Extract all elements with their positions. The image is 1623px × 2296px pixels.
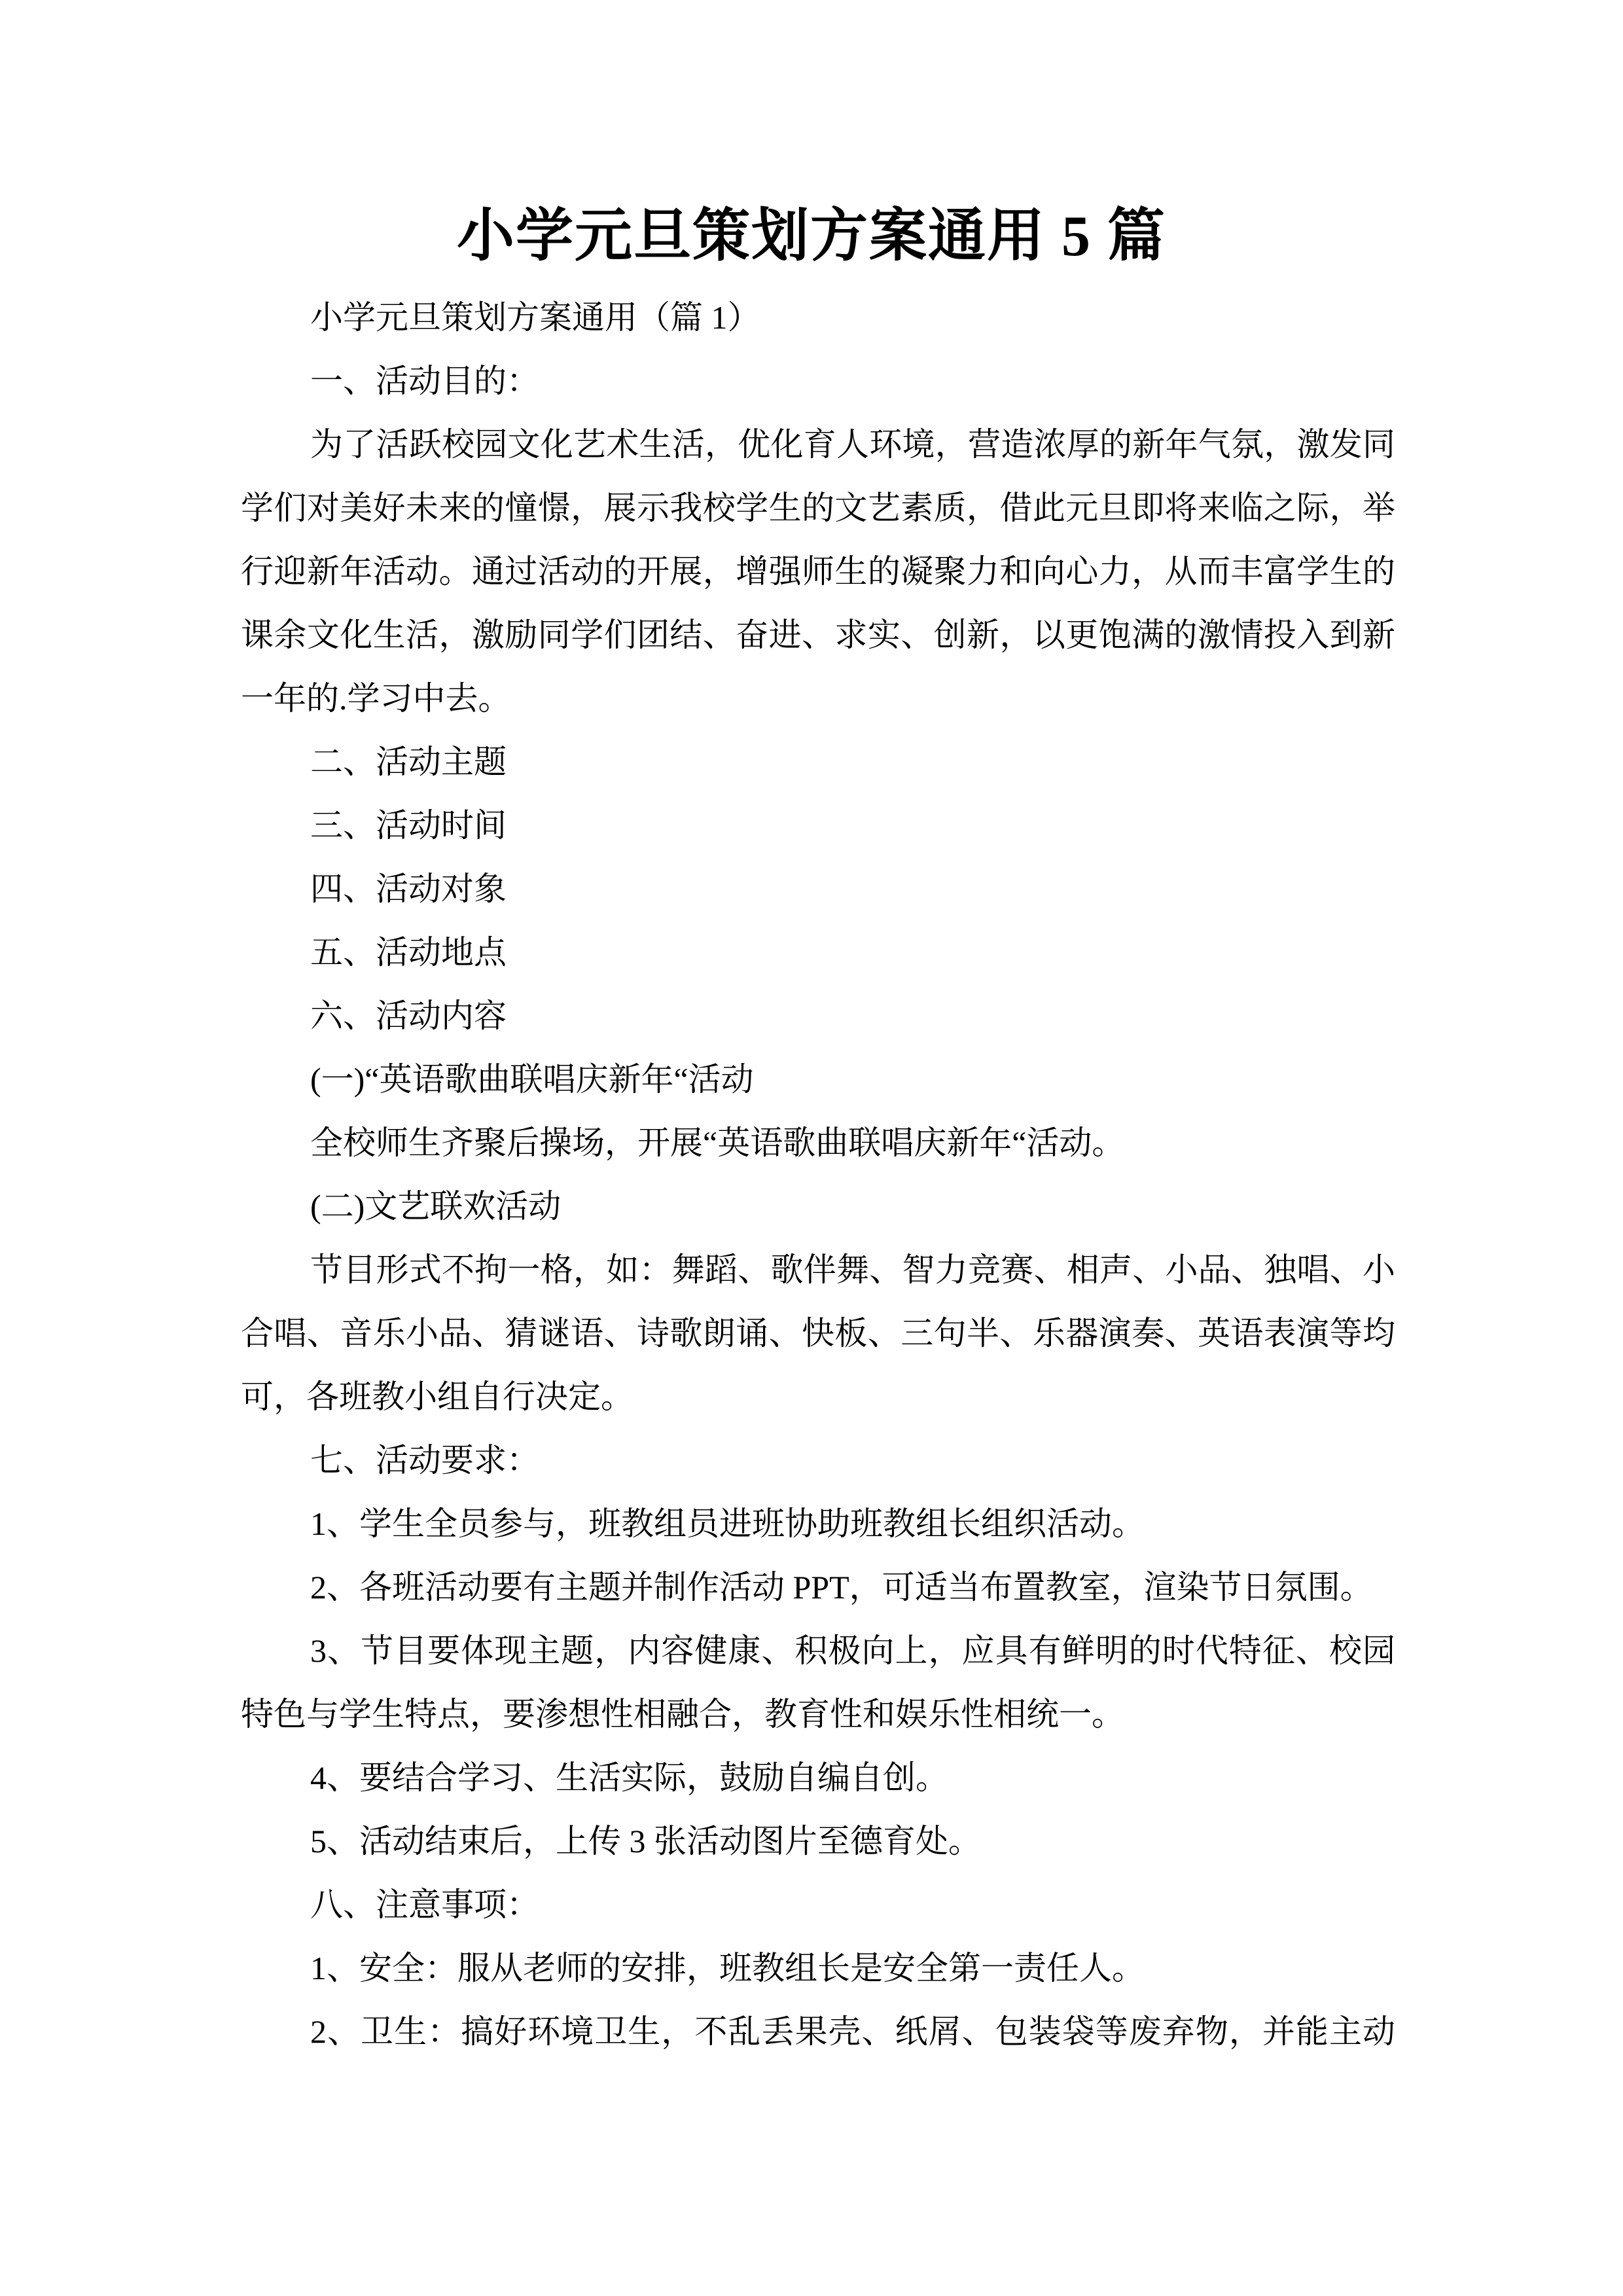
text-line: 八、注意事项：	[310, 1886, 539, 1923]
text-line: 合唱、音乐小品、猜谜语、诗歌朗诵、快板、三句半、乐器演奏、英语表演等均	[241, 1315, 1395, 1352]
text-line: 全校师生齐聚后操场，开展“英语歌曲联唱庆新年“活动。	[310, 1124, 1125, 1161]
text-line: 五、活动地点	[310, 934, 507, 971]
text-line: 学们对美好未来的憧憬，展示我校学生的文艺素质，借此元旦即将来临之际，举	[241, 490, 1395, 526]
document-body	[241, 286, 1395, 2064]
text-line: 1、安全：服从老师的安排，班教组长是安全第一责任人。	[310, 1950, 1145, 1986]
text-line: 行迎新年活动。通过活动的开展，增强师生的凝聚力和向心力，从而丰富学生的	[241, 553, 1395, 590]
text-line: 二、活动主题	[310, 744, 507, 780]
text-line: 小学元旦策划方案通用（篇 1）	[310, 299, 760, 336]
text-line: 为了活跃校园文化艺术生活，优化育人环境，营造浓厚的新年气氛，激发同	[310, 426, 1395, 463]
text-line: 2、各班活动要有主题并制作活动 PPT，可适当布置教室，渲染节日氛围。	[310, 1569, 1373, 1605]
text-line: 七、活动要求：	[310, 1442, 539, 1479]
text-line: 六、活动内容	[310, 997, 507, 1034]
text-line: 3、节目要体现主题，内容健康、积极向上，应具有鲜明的时代特征、校园	[310, 1632, 1395, 1669]
text-line: 三、活动时间	[310, 807, 507, 844]
text-line: 课余文化生活，激励同学们团结、奋进、求实、创新，以更饱满的激情投入到新	[241, 617, 1395, 653]
text-line: (一)“英语歌曲联唱庆新年“活动	[310, 1061, 754, 1098]
text-line: 一年的.学习中去。	[241, 680, 511, 717]
text-line: 可，各班教小组自行决定。	[241, 1378, 633, 1415]
text-line: 节目形式不拘一格，如：舞蹈、歌伴舞、智力竞赛、相声、小品、独唱、小	[310, 1251, 1395, 1288]
document-title: 小学元旦策划方案通用 5 篇	[456, 205, 1166, 268]
text-line: 1、学生全员参与，班教组员进班协助班教组长组织活动。	[310, 1505, 1145, 1542]
text-line: 5、活动结束后，上传 3 张活动图片至德育处。	[310, 1823, 981, 1859]
text-line: 特色与学生特点，要渗想性相融合，教育性和娱乐性相统一。	[241, 1696, 1124, 1732]
text-line: 一、活动目的：	[310, 363, 539, 399]
text-line: (二)文艺联欢活动	[310, 1188, 562, 1225]
text-line: 2、卫生：搞好环境卫生，不乱丢果壳、纸屑、包装袋等废弃物，并能主动	[310, 2013, 1395, 2050]
text-line: 四、活动对象	[310, 870, 507, 907]
text-line: 4、要结合学习、生活实际，鼓励自编自创。	[310, 1759, 948, 1796]
